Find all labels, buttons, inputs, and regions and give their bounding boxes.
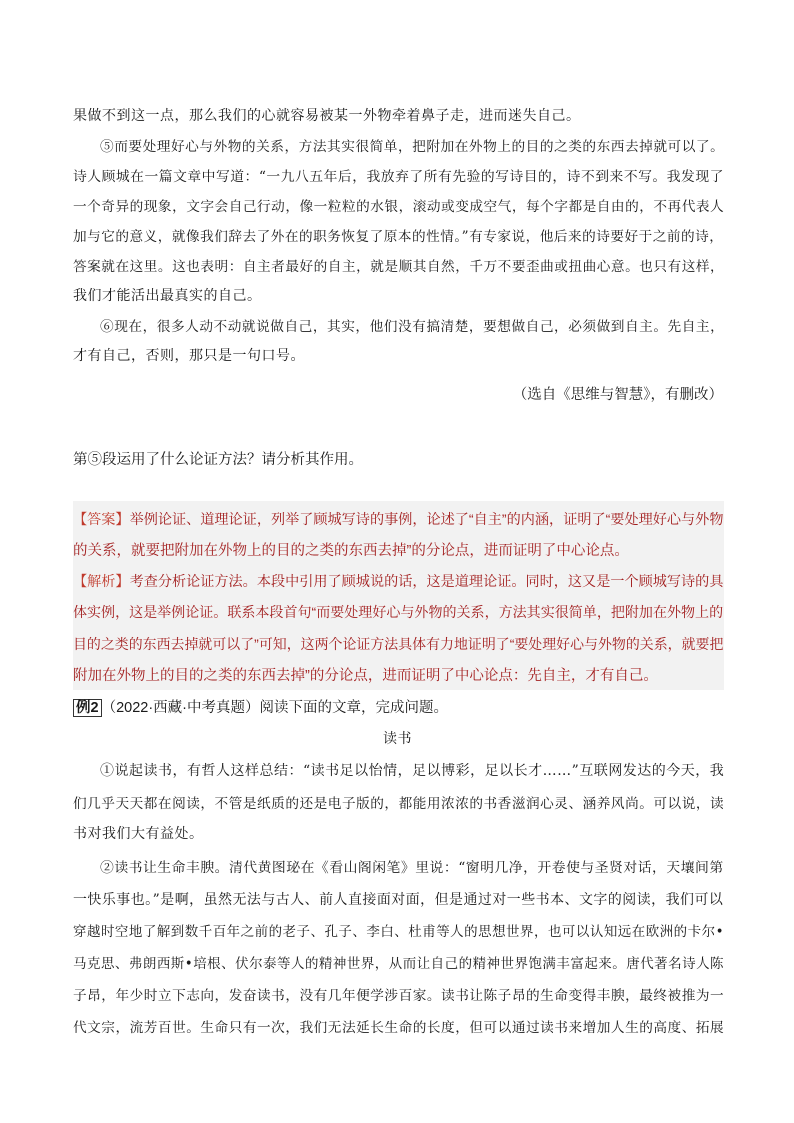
passage1-line-9: 才有自己，否则，那只是一句口号。 [73,348,305,364]
passage1-line-5: 加与它的意义，就像我们辞去了外在的职务恢复了原本的性情。”有专家说，他后来的诗要好于之前的诗， [73,229,724,245]
passage2-line-3: 书对我们大有益处。 [73,826,204,842]
passage1-line-4: 一个奇异的现象，文字会自己行动，像一粒粒的水银，滚动或变成空气，每个字都是自由的，不再代表人 [73,199,725,215]
answer-tag: 【答案】 [73,511,130,527]
answer-line-1 [73,509,723,529]
passage1-line-1: 果做不到这一点，那么我们的心就容易被某一外物牵着鼻子走，进而迷失自己。 [73,108,581,124]
answer-text-1: 举例论证、道理论证，列举了顾城写诗的事例，论述了“自主”的内涵，证明了“要处理好心与外物 [129,511,724,527]
question-text: 第⑤段运用了什么论证方法？请分析其作用。 [73,452,363,468]
analysis-line-4: 附加在外物上的目的之类的东西去掉”的分论点，进而证明了中心论点：先自主，才有自己。 [73,668,658,684]
analysis-text-1: 考查分析论证方法。本段中引用了顾城说的话，这是道理论证。同时，这又是一个顾城写诗的具 [129,573,724,589]
example-text: （2022·西藏·中考真题）阅读下面的文章，完成问题。 [101,700,448,716]
passage1-line-8: ⑥现在，很多人动不动就说做自己，其实，他们没有搞清楚，要想做自己，必须做到自主。先自主， [100,319,725,335]
example-label: 例2 [73,699,102,717]
passage2-line-5: 一快乐事也。”是啊，虽然无法与古人、前人直接面对面，但是通过对一些书本、文字的阅读，我们可以 [73,892,724,908]
example-heading [73,696,448,717]
passage1-line-7: 我们才能活出最真实的自己。 [73,288,262,304]
analysis-line-3: 目的之类的东西去掉就可以了”可知，这两个论证方法具体有力地证明了“要处理好心与外物的关系，就要把 [73,636,724,652]
passage2-line-1: ①说起读书，有哲人这样总结：“读书足以怡情，足以博彩，足以长才……”互联网发达的今天，我 [100,763,725,779]
analysis-line-1 [73,571,723,591]
analysis-tag: 【解析】 [73,573,130,589]
answer-line-2: 的关系，就要把附加在外物上的目的之类的东西去掉”的分论点，进而证明了中心论点。 [73,543,629,559]
passage2-line-4: ②读书让生命丰腴。清代黄图珌在《看山阁闲笔》里说：“窗明几净，开卷使与圣贤对话，天壤间第 [100,860,724,876]
passage2-line-2: 们几乎天天都在阅读，不管是纸质的还是电子版的，都能用浓浓的书香滋润心灵、涵养风尚。可以说，读 [73,796,725,812]
passage1-line-3: 诗人顾城在一篇文章中写道：“一九八五年后，我放弃了所有先验的写诗目的，诗不到来不写。我发现了 [73,169,724,185]
passage2-title: 读书 [383,731,412,747]
passage2-line-7: 马克思、弗朗西斯•培根、伏尔泰等人的精神世界，从而让自己的精神世界饱满丰富起来。唐代著名诗人陈 [73,956,725,972]
passage1-line-2: ⑤而要处理好心与外物的关系，方法其实很简单，把附加在外物上的目的之类的东西去掉就可以了。 [100,139,725,155]
passage2-line-9: 代文宗，流芳百世。生命只有一次，我们无法延长生命的长度，但可以通过读书来增加人生的高度、拓展 [73,1020,725,1036]
source-citation: （选自《思维与智慧》，有删改） [512,387,723,403]
passage2-line-6: 穿越时空地了解到数千百年之前的老子、孔子、李白、杜甫等人的思想世界，也可以认知远在欧洲的卡尔• [73,924,725,940]
analysis-line-2: 体实例，这是举例论证。联系本段首句“而要处理好心与外物的关系，方法其实很简单，把附加在外物上的 [73,604,724,620]
answer-box [73,501,724,690]
passage2-line-8: 子昂，年少时立下志向，发奋读书，没有几年便学涉百家。读书让陈子昂的生命变得丰腴，最终被推为一 [73,988,725,1004]
passage1-line-6: 答案就在这里。这也表明：自主者最好的自主，就是顺其自然，千万不要歪曲或扭曲心意。也只有这样， [73,259,725,275]
